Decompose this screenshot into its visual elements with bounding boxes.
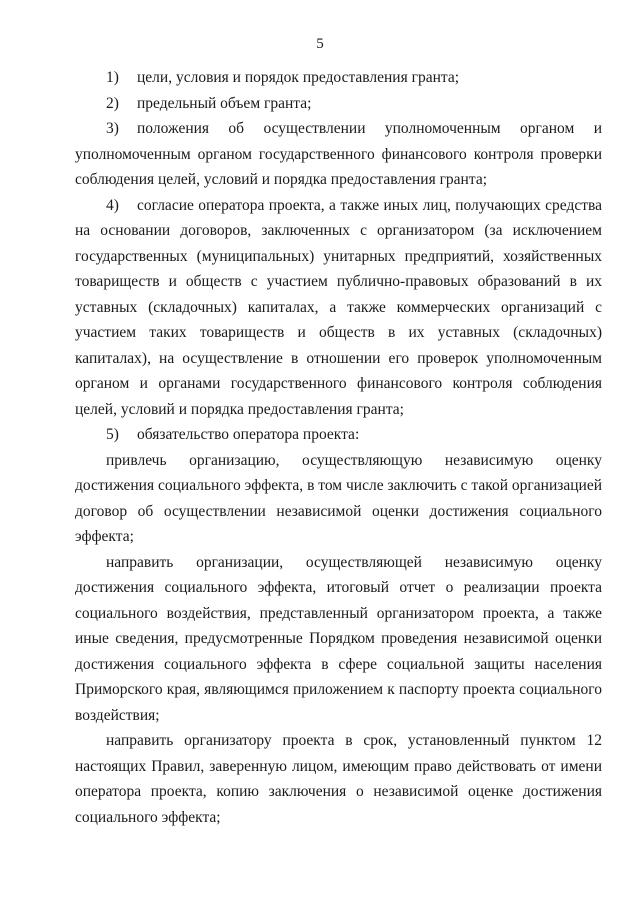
list-item-1: [75, 65, 602, 91]
subparagraph-send-copy: направить организатору проекта в срок, установленный пунктом 12 настоящих Правил, заверенную лицом, имеющим право действовать от имени оператора проекта, копию заключения о независимой оценке достижения социального эффекта;: [75, 732, 602, 826]
list-item-3: [75, 116, 602, 193]
document-body: [75, 65, 602, 830]
item-text: согласие оператора проекта, а также иных лиц, получающих средства на основании договоров, заключенных с организатором (за исключением государственных (муниципальных) унитарных предприятий, хозяйственных товариществ и обществ с участием публично-правовых образований в их уставных (складочных) капиталах, а также коммерческих организаций с участием таких товариществ и обществ в их уставных (складочных) капиталах), на осуществление в отношении его проверок уполномоченным органом и органами государственного финансового контроля соблюдения целей, условий и порядка предоставления гранта;: [75, 196, 602, 418]
item-text: предельный объем гранта;: [137, 94, 312, 112]
subparagraph-engage: привлечь организацию, осуществляющую независимую оценку достижения социального эффекта, в том числе заключить с такой организацией договор об осуществлении независимой оценки достижения социального эффекта;: [75, 451, 602, 545]
item-number: 3): [106, 120, 119, 137]
item-number: 1): [106, 69, 119, 86]
subparagraph-send-report: направить организации, осуществляющей независимую оценку достижения социального эффекта, итоговый отчет о реализации проекта социального воздействия, представленный организатором проекта, а также иные сведения, предусмотренные Порядком проведения независимой оценки достижения социального эффекта в сфере социальной защиты населения Приморского края, являющимся приложением к паспорту проекта социального воздействия;: [75, 553, 602, 724]
list-item-2: [75, 91, 602, 117]
list-item-4: [75, 193, 602, 423]
item-number: 2): [106, 94, 119, 112]
item-number: 4): [106, 196, 119, 214]
item-text: обязательство оператора проекта:: [137, 426, 360, 443]
page-number: 5: [316, 36, 324, 52]
item-number: 5): [106, 426, 119, 443]
list-item-5: [75, 422, 602, 448]
item-text: положения об осуществлении уполномоченным органом и уполномоченным органом государственного финансового контроля проверки соблюдения целей, условий и порядка предоставления гранта;: [75, 120, 602, 188]
item-text: цели, условия и порядок предоставления гранта;: [137, 69, 460, 86]
